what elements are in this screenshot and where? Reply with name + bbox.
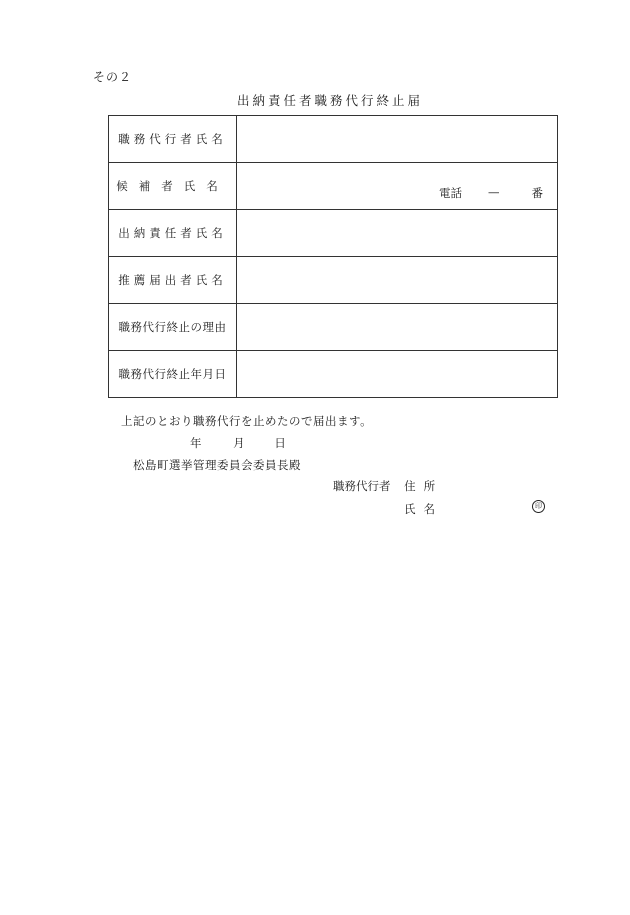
table-row: [109, 257, 558, 304]
date-day: 日: [274, 436, 286, 450]
name-label: 氏名: [404, 502, 443, 516]
table-row: [109, 116, 558, 163]
agent-name-field[interactable]: [237, 116, 558, 163]
address-label: 住所: [404, 479, 444, 493]
candidate-name-field[interactable]: [237, 163, 558, 210]
agent-role: 職務代行者: [333, 479, 391, 493]
termination-reason-field[interactable]: [237, 304, 558, 351]
recommender-name-field[interactable]: [237, 257, 558, 304]
date-month: 月: [233, 436, 245, 450]
row-label-recommender-name: 推薦届出者氏名: [109, 257, 237, 304]
row-label-candidate-name: 候補者氏名: [109, 163, 237, 210]
seal-icon: 印: [532, 500, 545, 513]
form-table: [108, 115, 558, 398]
treasurer-name-field[interactable]: [237, 210, 558, 257]
phone-label: 電話: [439, 186, 462, 200]
document-title: 出納責任者職務代行終止届: [236, 93, 423, 108]
addressee: 松島町選挙管理委員会委員長殿: [133, 458, 301, 472]
date-line: [190, 435, 286, 451]
row-label-termination-reason: 職務代行終止の理由: [109, 304, 237, 351]
phone-suffix: 番: [531, 186, 543, 200]
table-row: [109, 163, 558, 210]
row-label-treasurer-name: 出納責任者氏名: [109, 210, 237, 257]
table-row: [109, 304, 558, 351]
phone-line: [439, 185, 543, 201]
termination-date-field[interactable]: [237, 351, 558, 398]
phone-dash: —: [488, 185, 500, 199]
table-row: [109, 210, 558, 257]
row-label-agent-name: 職務代行者氏名: [109, 116, 237, 163]
statement-text: 上記のとおり職務代行を止めたので届出ます。: [121, 414, 373, 428]
row-label-termination-date: 職務代行終止年月日: [109, 351, 237, 398]
agent-address-line: [333, 478, 443, 494]
date-year: 年: [190, 436, 202, 450]
form-number: その２: [93, 70, 133, 84]
table-row: [109, 351, 558, 398]
